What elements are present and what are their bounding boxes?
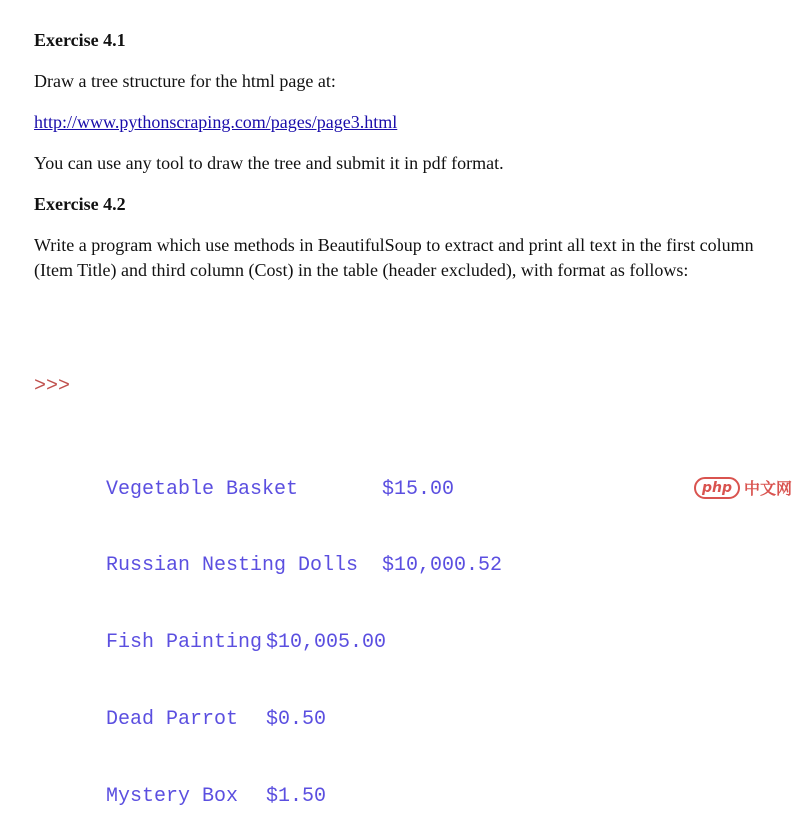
php-logo-icon: php bbox=[694, 477, 740, 499]
item-title: Vegetable Basket bbox=[106, 477, 299, 501]
exercise-4-1-instruction: Draw a tree structure for the html page at: bbox=[34, 71, 336, 91]
code-row bbox=[34, 605, 387, 655]
item-title: Mystery Box bbox=[106, 784, 239, 808]
watermark-text: 中文网 bbox=[743, 479, 792, 498]
python-prompt: >>> bbox=[34, 375, 71, 399]
item-cost: $1.50 bbox=[266, 784, 327, 808]
exercise-4-1-note: You can use any tool to draw the tree and submit it in pdf format. bbox=[34, 153, 504, 173]
item-title: Fish Painting bbox=[106, 631, 263, 655]
exercise-4-2-heading: Exercise 4.2 bbox=[34, 194, 126, 214]
code-row bbox=[34, 451, 455, 501]
item-cost: $10,000.52 bbox=[382, 554, 503, 578]
code-row bbox=[34, 758, 358, 808]
item-cost: $0.50 bbox=[266, 707, 327, 731]
php-cn-watermark bbox=[694, 476, 792, 499]
document-page bbox=[34, 0, 780, 808]
exercise-4-1-heading: Exercise 4.1 bbox=[34, 30, 126, 50]
item-cost: $10,005.00 bbox=[266, 631, 387, 655]
item-title: Dead Parrot bbox=[106, 707, 239, 731]
page3-link[interactable]: http://www.pythonscraping.com/pages/page3.html bbox=[34, 112, 398, 132]
item-cost: $15.00 bbox=[382, 477, 455, 501]
code-row bbox=[34, 681, 358, 731]
code-output-block bbox=[34, 323, 503, 835]
item-title: Russian Nesting Dolls bbox=[106, 554, 359, 578]
code-row bbox=[34, 528, 503, 578]
exercise-4-2-description: Write a program which use methods in BeautifulSoup to extract and print all text in the first column (Item Title) and third column (Cost) in the table (header excluded), with format as follows: bbox=[34, 235, 754, 280]
